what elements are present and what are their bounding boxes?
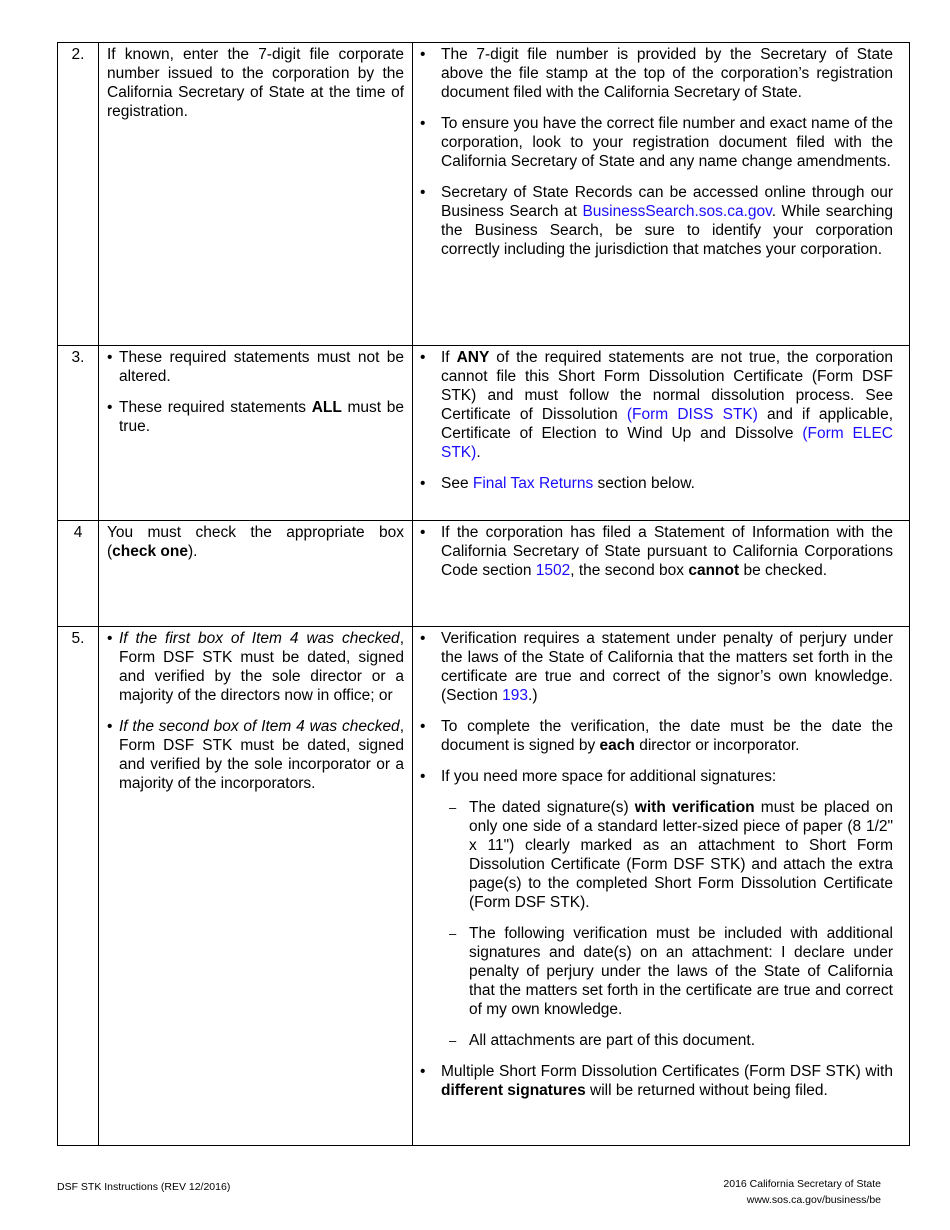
list-item: • These required statements ALL must be true. (119, 398, 404, 436)
item-notes (413, 346, 910, 521)
item-number: 3. (58, 346, 99, 521)
list-item: • Secretary of State Records can be accessed online through our Business Search at BusinessSearch.sos.ca.gov. While searching the Business Search, be sure to identify your corporation correctly including the jurisdiction that matches your corporation. (441, 183, 893, 259)
table-row-item-4 (58, 521, 910, 627)
form-elec-stk-link[interactable]: (Form ELEC STK) (441, 425, 893, 461)
list-item: • The 7-digit file number is provided by the Secretary of State above the file stamp at the top of the corporation’s registration document filed with the California Secretary of State. (441, 45, 893, 102)
section-193-link[interactable]: 193 (502, 687, 529, 704)
form-diss-stk-link[interactable]: (Form DISS STK) (626, 406, 758, 423)
list-item: • See Final Tax Returns section below. (441, 474, 893, 493)
item-notes (413, 43, 910, 346)
item-instruction (99, 627, 413, 1146)
item-instruction: You must check the appropriate box (check one). (99, 521, 413, 627)
list-item: • If the first box of Item 4 was checked, Form DSF STK must be dated, signed and verified by the sole director or a majority of the directors now in office; or (119, 629, 404, 705)
item-notes (413, 521, 910, 627)
item-instruction (99, 346, 413, 521)
footer-form-revision: DSF STK Instructions (REV 12/2016) (57, 1181, 231, 1193)
final-tax-returns-link[interactable]: Final Tax Returns (472, 475, 594, 492)
list-item: • If the second box of Item 4 was checked, Form DSF STK must be dated, signed and verified by the sole incorporator or a majority of the incorporators. (119, 717, 404, 793)
list-item: • If ANY of the required statements are not true, the corporation cannot file this Short Form Dissolution Certificate (Form DSF STK) and must follow the normal dissolution process. See Certificate of Dissolution (Form DISS STK) and if applicable, Certificate of Election to Wind Up and Dissolve (Form ELEC STK). (441, 348, 893, 462)
list-item: • Verification requires a statement under penalty of perjury under the laws of the State of California that the matters set forth in the certificate are true and correct of the signor’s own knowledge. (Section 193.) (441, 629, 893, 705)
footer-copyright: 2016 California Secretary of State (723, 1178, 881, 1190)
business-search-link[interactable]: BusinessSearch.sos.ca.gov (582, 203, 772, 220)
table-row-item-2 (58, 43, 910, 346)
section-1502-link[interactable]: 1502 (535, 562, 571, 579)
list-item: • To complete the verification, the date must be the date the document is signed by each director or incorporator. (441, 717, 893, 755)
footer-website: www.sos.ca.gov/business/be (746, 1194, 881, 1206)
sub-list-item: – The following verification must be included with additional signatures and date(s) on an attachment: I declare under penalty of perjury under the laws of the State of California that the matters set forth in the certificate are true and correct of my own knowledge. (469, 924, 893, 1019)
sub-list-item: – All attachments are part of this document. (469, 1031, 893, 1050)
list-item: • If the corporation has filed a Statement of Information with the California Secretary of State pursuant to California Corporations Code section 1502, the second box cannot be checked. (441, 523, 893, 580)
table-row-item-3 (58, 346, 910, 521)
list-item: • If you need more space for additional signatures: – The dated signature(s) with verification must be placed on only one side of a standard letter-sized piece of paper (8 1/2" x 11") clearly marked as an attachment to Short Form Dissolution Certificate (Form DSF STK) and attach the extra page(s) to the completed Short Form Dissolution Certificate (Form DSF STK). – The following verification must be included with additional signatures and date(s) on an attachment: I declare under penalty of perjury under the laws of the State of California that the matters set forth in the certificate are true and correct of my own knowledge. – All attachments are part of this document. (441, 767, 893, 1050)
list-item: • These required statements must not be altered. (119, 348, 404, 386)
instructions-table (57, 42, 910, 1146)
item-number: 2. (58, 43, 99, 346)
list-item: • To ensure you have the correct file number and exact name of the corporation, look to your registration document filed with the California Secretary of State and any name change amendments. (441, 114, 893, 171)
item-number: 4 (58, 521, 99, 627)
list-item: • Multiple Short Form Dissolution Certificates (Form DSF STK) with different signatures will be returned without being filed. (441, 1062, 893, 1100)
footer-publisher (723, 1176, 881, 1208)
item-number: 5. (58, 627, 99, 1146)
item-notes (413, 627, 910, 1146)
sub-list-item: – The dated signature(s) with verification must be placed on only one side of a standard letter-sized piece of paper (8 1/2" x 11") clearly marked as an attachment to Short Form Dissolution Certificate (Form DSF STK) and attach the extra page(s) to the completed Short Form Dissolution Certificate (Form DSF STK). (469, 798, 893, 912)
table-row-item-5 (58, 627, 910, 1146)
item-instruction: If known, enter the 7-digit file corporate number issued to the corporation by the California Secretary of State at the time of registration. (99, 43, 413, 346)
